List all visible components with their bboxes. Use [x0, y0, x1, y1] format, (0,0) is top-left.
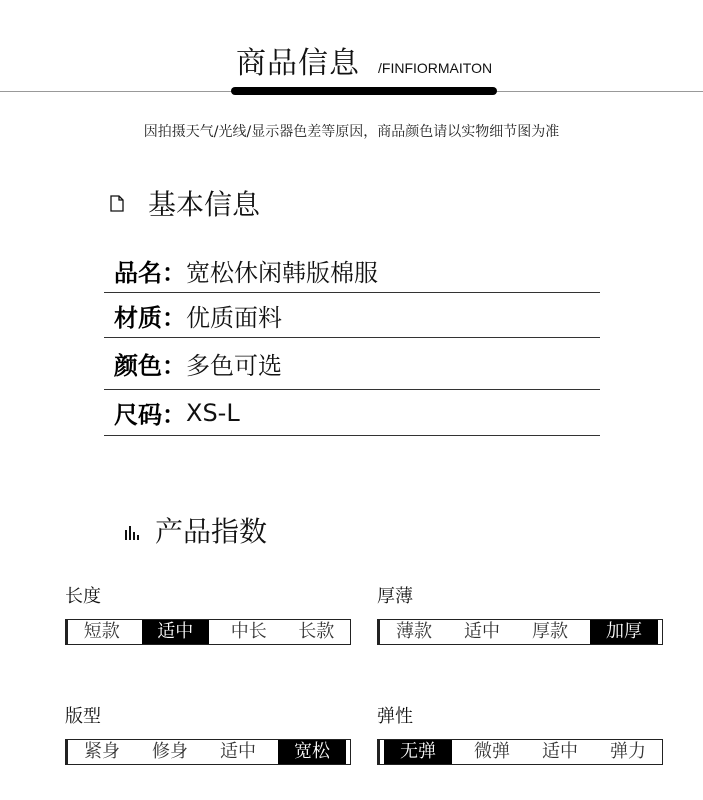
- scale-bar: [377, 619, 663, 645]
- index-label: 弹性: [377, 706, 413, 727]
- index-length: [65, 582, 351, 645]
- scale-option: 适中: [220, 741, 256, 762]
- info-row-material: [104, 293, 600, 338]
- scale-option: 中长: [230, 621, 267, 642]
- index-label: 版型: [65, 706, 101, 727]
- info-key: 尺码：: [114, 401, 186, 429]
- scale-option: 厚款: [532, 621, 568, 642]
- bar-chart-icon: [125, 526, 141, 540]
- index-label: 厚薄: [377, 586, 413, 607]
- info-value: 多色可选: [186, 352, 282, 380]
- scale-option-selected: 加厚: [590, 620, 658, 644]
- scale-bar: [65, 619, 351, 645]
- scale-option: 短款: [83, 621, 120, 642]
- scale-option: 修身: [152, 741, 188, 762]
- info-key: 材质：: [114, 303, 186, 332]
- scale-option-selected: 适中: [142, 620, 210, 644]
- basic-info-table: [104, 248, 600, 436]
- product-index-title: 产品指数: [155, 515, 268, 548]
- index-fit: [65, 702, 351, 765]
- index-elasticity: [377, 702, 663, 765]
- scale-option: 弹力: [610, 741, 646, 762]
- index-label: 长度: [65, 586, 101, 607]
- document-icon: [110, 195, 124, 212]
- scale-option-selected: 宽松: [278, 740, 346, 764]
- scale-option: 紧身: [84, 741, 120, 762]
- scale-bar: [377, 739, 663, 765]
- page-header: [0, 0, 703, 100]
- product-index-heading: [125, 510, 267, 550]
- color-disclaimer: 因拍摄天气/光线/显示器色差等原因，商品颜色请以实物细节图为准: [143, 124, 560, 140]
- info-key: 颜色：: [114, 352, 186, 380]
- page-title: 商品信息: [236, 46, 360, 81]
- info-value: XS-L: [186, 398, 240, 427]
- scale-option: 适中: [464, 621, 500, 642]
- info-row-size: [104, 390, 600, 436]
- index-thickness: [377, 582, 663, 645]
- scale-option: 适中: [542, 741, 578, 762]
- scale-option-selected: 无弹: [384, 740, 452, 764]
- scale-option: 微弹: [474, 741, 510, 762]
- info-value: 优质面料: [186, 303, 282, 332]
- scale-option: 薄款: [396, 621, 432, 642]
- header-underline-bar: [231, 87, 497, 95]
- info-row-name: [104, 248, 600, 293]
- basic-info-title: 基本信息: [148, 188, 261, 221]
- info-row-color: [104, 338, 600, 390]
- info-value: 宽松休闲韩版棉服: [186, 258, 378, 287]
- basic-info-heading: [110, 183, 260, 223]
- scale-option: 长款: [298, 621, 335, 642]
- page-subtitle: /FINFIORMAITON: [378, 60, 493, 76]
- scale-bar: [65, 739, 351, 765]
- info-key: 品名：: [114, 258, 186, 287]
